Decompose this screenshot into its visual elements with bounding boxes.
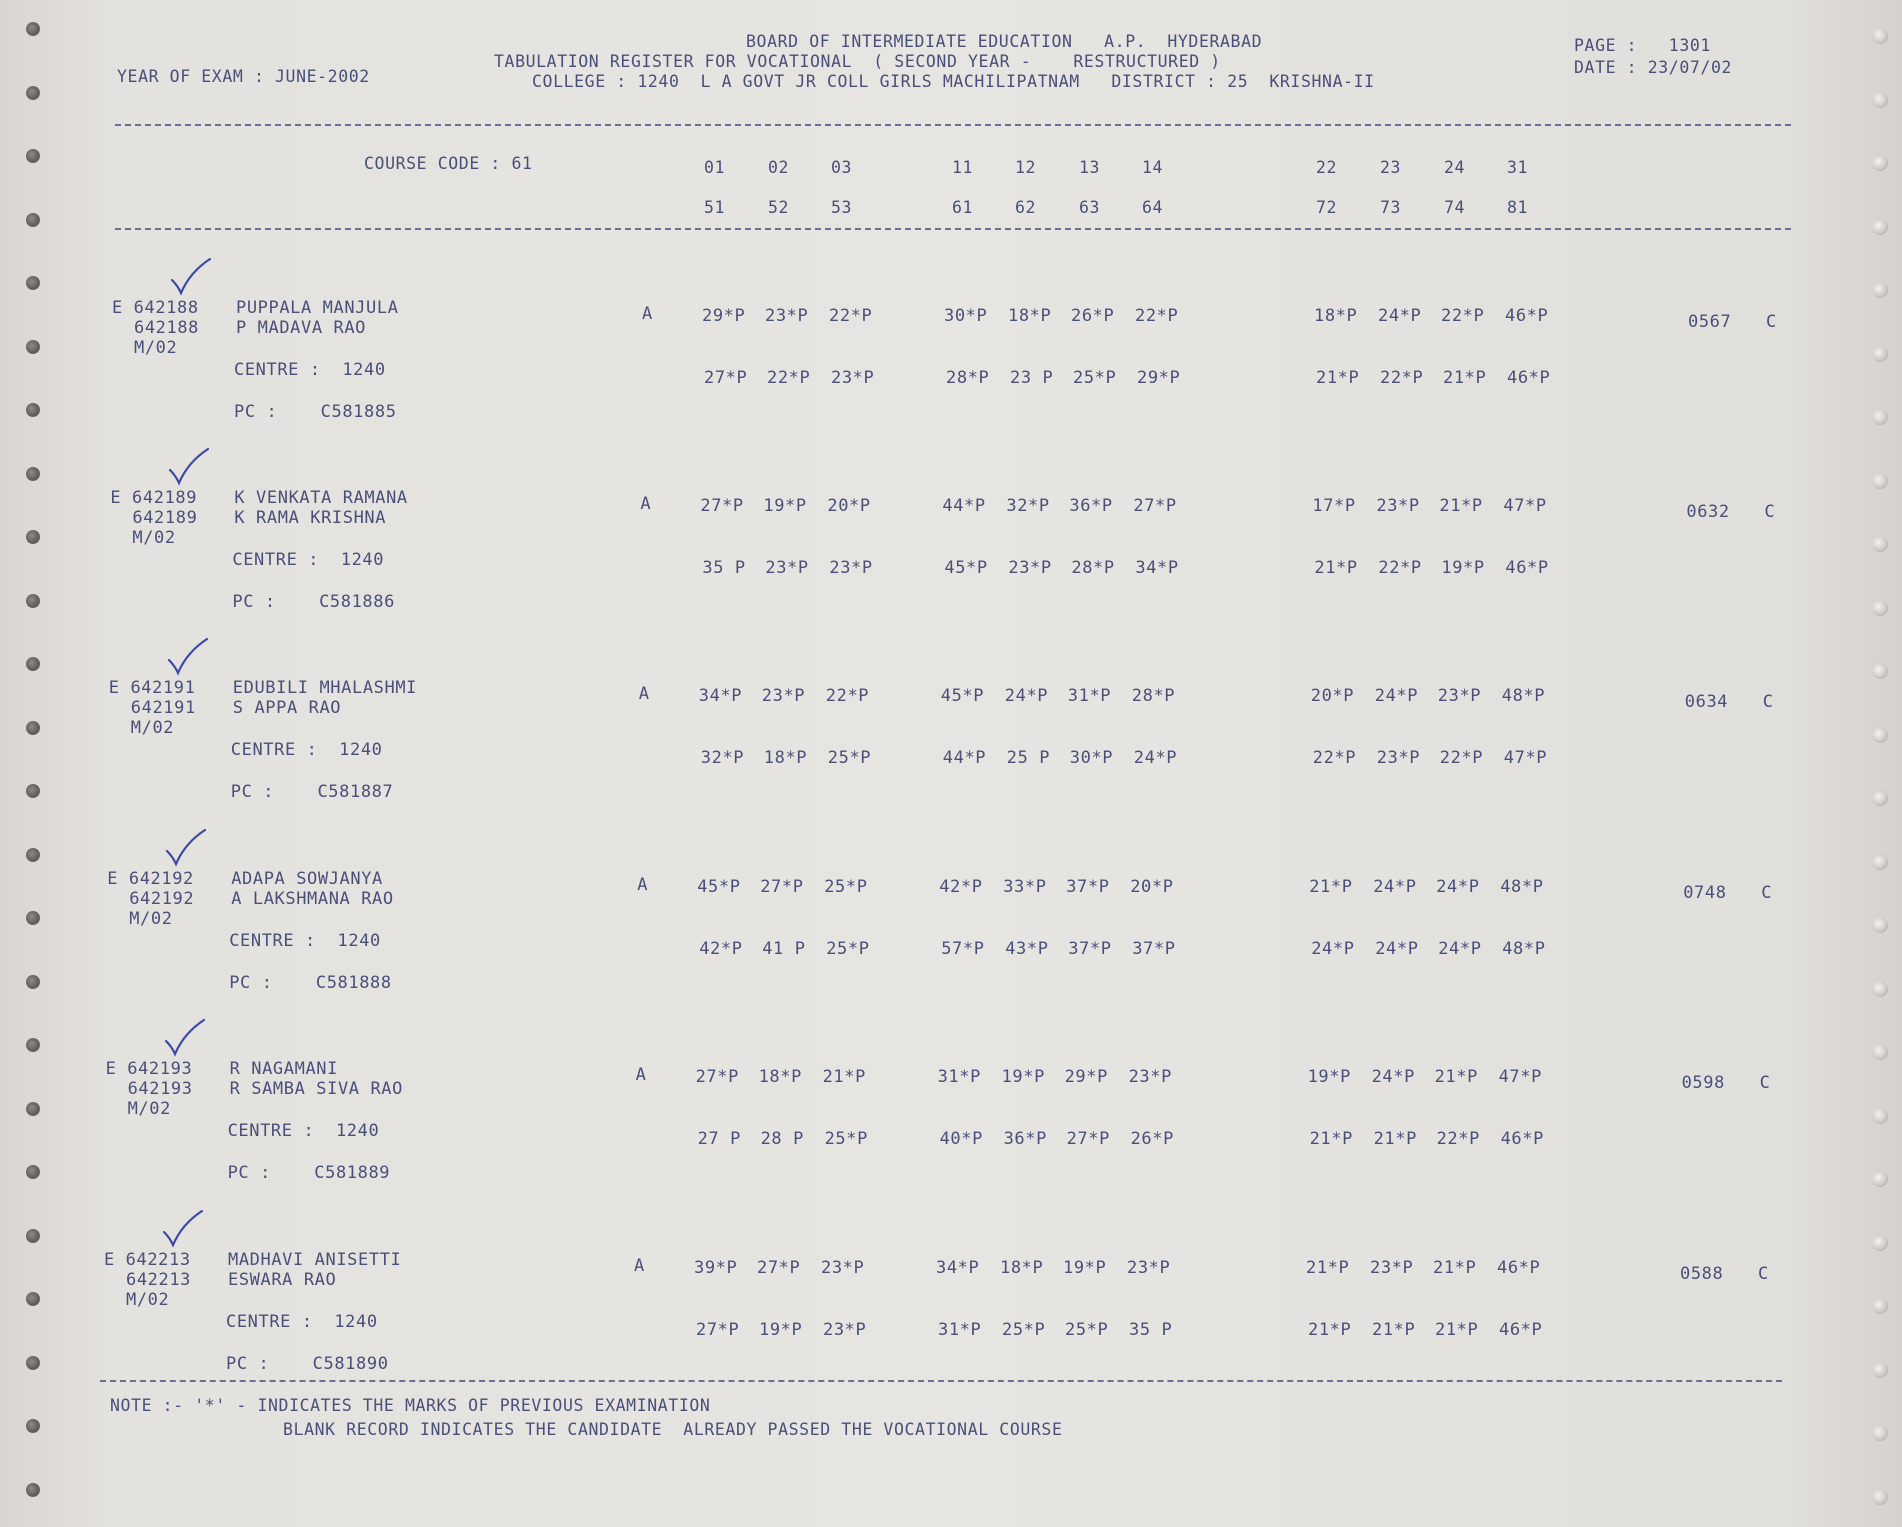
subject-mark: 29*P <box>1064 1067 1108 1087</box>
handwritten-check-icon <box>165 636 209 676</box>
subject-mark: 25 P <box>1006 748 1051 768</box>
page-number: PAGE : 1301 <box>1574 36 1711 55</box>
subject-mark: 46*P <box>1497 1258 1541 1278</box>
handwritten-check-icon <box>162 1017 206 1057</box>
subject-mark: 22*P <box>825 686 870 706</box>
subject-mark: 24*P <box>1378 306 1422 326</box>
registration-number-repeat: 642189 <box>132 508 198 528</box>
centre-code: CENTRE : 1240 <box>234 360 386 380</box>
father-name: P MADAVA RAO <box>236 318 367 338</box>
handwritten-check-icon <box>160 1208 204 1248</box>
subject-mark: 21*P <box>1373 1129 1417 1149</box>
column-code: 72 <box>1316 198 1338 217</box>
pc-number: PC : C581886 <box>232 592 395 612</box>
centre-code: CENTRE : 1240 <box>227 1121 380 1141</box>
subject-mark: 23 P <box>1010 368 1054 388</box>
handwritten-check-icon <box>166 446 210 486</box>
subject-mark: 32*P <box>1006 496 1050 516</box>
subject-mark: 57*P <box>941 939 985 959</box>
subject-mark: 25*P <box>826 939 870 959</box>
subject-mark: 37*P <box>1068 939 1112 959</box>
subject-mark: 25*P <box>827 748 872 768</box>
subject-mark: 23*P <box>829 558 873 578</box>
result-code: C <box>1758 1264 1769 1284</box>
subject-mark: 23*P <box>1008 558 1052 578</box>
subject-mark: 22*P <box>829 306 873 326</box>
column-code: 53 <box>831 198 853 217</box>
total-marks: 0567 <box>1688 312 1732 332</box>
subject-mark: 19*P <box>1307 1067 1351 1087</box>
subject-mark: 34*P <box>936 1258 980 1278</box>
column-code: 01 <box>704 158 726 177</box>
registration-number: E 642192 <box>107 869 194 889</box>
subject-mark: 46*P <box>1499 1320 1543 1340</box>
group-code: A <box>638 684 650 704</box>
registration-number: E 642213 <box>104 1250 191 1270</box>
exam-month: M/02 <box>134 338 178 358</box>
subject-mark: 19*P <box>759 1320 803 1340</box>
subject-mark: 31*P <box>937 1067 981 1087</box>
result-code: C <box>1764 502 1776 522</box>
subject-mark: 27*P <box>757 1258 801 1278</box>
group-code: A <box>642 304 653 324</box>
subject-mark: 46*P <box>1500 1129 1544 1149</box>
centre-code: CENTRE : 1240 <box>232 550 385 570</box>
subject-mark: 24*P <box>1004 686 1049 706</box>
candidate-name: K VENKATA RAMANA <box>234 488 408 508</box>
subject-mark: 24*P <box>1133 748 1178 768</box>
father-name: A LAKSHMANA RAO <box>231 889 394 909</box>
subject-mark: 20*P <box>1310 686 1355 706</box>
column-code: 51 <box>704 198 726 217</box>
subject-mark: 23*P <box>1376 748 1421 768</box>
subject-mark: 24*P <box>1436 877 1480 897</box>
column-code: 24 <box>1444 158 1466 177</box>
subject-mark: 47*P <box>1503 496 1547 516</box>
centre-code: CENTRE : 1240 <box>229 931 381 951</box>
subject-mark: 45*P <box>697 877 741 897</box>
column-code: 61 <box>952 198 974 217</box>
subject-mark: 28*P <box>1131 686 1176 706</box>
subject-mark: 19*P <box>1441 558 1485 578</box>
subject-mark: 40*P <box>939 1129 983 1149</box>
subject-mark: 34*P <box>698 686 743 706</box>
subject-mark: 31*P <box>938 1320 982 1340</box>
subject-mark: 32*P <box>700 748 745 768</box>
column-code: 62 <box>1015 198 1037 217</box>
group-code: A <box>640 494 652 514</box>
subject-mark: 27*P <box>1066 1129 1110 1149</box>
column-code: 73 <box>1380 198 1402 217</box>
subject-mark: 22*P <box>1441 306 1485 326</box>
subject-mark: 45*P <box>944 558 988 578</box>
board-title: BOARD OF INTERMEDIATE EDUCATION A.P. HYDERABAD <box>746 32 1263 51</box>
total-marks: 0634 <box>1684 692 1729 712</box>
tractor-hole <box>1872 155 1888 171</box>
subject-mark: 22*P <box>1135 306 1179 326</box>
father-name: ESWARA RAO <box>228 1270 337 1290</box>
subject-mark: 46*P <box>1505 558 1549 578</box>
handwritten-check-icon <box>168 256 212 296</box>
subject-mark: 21*P <box>1309 1129 1353 1149</box>
group-code: A <box>634 1256 645 1276</box>
subject-mark: 23*P <box>823 1320 867 1340</box>
column-code: 02 <box>768 158 790 177</box>
print-date: DATE : 23/07/02 <box>1574 58 1733 77</box>
tractor-hole <box>1872 28 1888 44</box>
tractor-hole <box>26 149 40 163</box>
column-code: 12 <box>1015 158 1037 177</box>
subject-mark: 43*P <box>1005 939 1049 959</box>
exam-month: M/02 <box>130 718 175 738</box>
exam-month: M/02 <box>129 909 173 929</box>
subject-mark: 23*P <box>1370 1258 1414 1278</box>
subject-mark: 28 P <box>760 1129 804 1149</box>
registration-number: E 642193 <box>105 1059 193 1079</box>
subject-mark: 30*P <box>1069 748 1114 768</box>
subject-mark: 36*P <box>1003 1129 1047 1149</box>
subject-mark: 45*P <box>940 686 985 706</box>
subject-mark: 27*P <box>695 1067 739 1087</box>
subject-mark: 24*P <box>1438 939 1482 959</box>
candidate-record <box>0 256 1902 446</box>
subject-mark: 23*P <box>1437 686 1482 706</box>
father-name: K RAMA KRISHNA <box>234 508 387 528</box>
tractor-hole <box>1872 1425 1888 1441</box>
subject-mark: 26*P <box>1071 306 1115 326</box>
subject-mark: 41 P <box>762 939 806 959</box>
subject-mark: 25*P <box>1002 1320 1046 1340</box>
subject-mark: 21*P <box>822 1067 866 1087</box>
footer-rule <box>100 1380 1782 1382</box>
subject-mark: 26*P <box>1130 1129 1174 1149</box>
group-code: A <box>637 875 649 895</box>
subject-mark: 18*P <box>1314 306 1358 326</box>
group-code: A <box>635 1065 647 1085</box>
subject-mark: 44*P <box>942 748 987 768</box>
subject-mark: 23*P <box>821 1258 865 1278</box>
subject-mark: 44*P <box>942 496 986 516</box>
subject-mark: 46*P <box>1505 306 1549 326</box>
registration-number: E 642191 <box>108 678 196 698</box>
subject-mark: 22*P <box>1380 368 1424 388</box>
subject-mark: 24*P <box>1375 939 1419 959</box>
subject-mark: 46*P <box>1507 368 1551 388</box>
total-marks: 0598 <box>1681 1073 1725 1093</box>
exam-month: M/02 <box>126 1290 170 1310</box>
subject-mark: 23*P <box>831 368 875 388</box>
subject-mark: 34*P <box>1135 558 1179 578</box>
subject-mark: 39*P <box>694 1258 738 1278</box>
tractor-hole <box>26 1483 40 1497</box>
subject-mark: 48*P <box>1501 686 1546 706</box>
subject-mark: 36*P <box>1069 496 1113 516</box>
subject-mark: 25*P <box>824 877 868 897</box>
subject-mark: 47*P <box>1503 748 1548 768</box>
college-line: COLLEGE : 1240 L A GOVT JR COLL GIRLS MACHILIPATNAM DISTRICT : 25 KRISHNA-II <box>532 72 1375 91</box>
registration-number-repeat: 642193 <box>127 1079 193 1099</box>
subject-mark: 21*P <box>1314 558 1358 578</box>
subject-mark: 35 P <box>1129 1320 1173 1340</box>
subject-mark: 23*P <box>765 306 809 326</box>
subject-mark: 19*P <box>1001 1067 1045 1087</box>
subject-mark: 33*P <box>1003 877 1047 897</box>
candidate-name: MADHAVI ANISETTI <box>228 1250 402 1270</box>
subject-mark: 22*P <box>1439 748 1484 768</box>
subject-mark: 27*P <box>760 877 804 897</box>
candidate-record <box>0 827 1902 1017</box>
subject-mark: 42*P <box>939 877 983 897</box>
subject-mark: 27 P <box>697 1129 741 1149</box>
registration-number-repeat: 642213 <box>126 1270 192 1290</box>
subject-mark: 22*P <box>1436 1129 1480 1149</box>
subject-mark: 21*P <box>1435 1320 1479 1340</box>
column-code: 23 <box>1380 158 1402 177</box>
subject-mark: 21*P <box>1434 1067 1478 1087</box>
exam-month: M/02 <box>132 528 176 548</box>
candidate-record <box>0 1208 1902 1398</box>
subject-mark: 28*P <box>1071 558 1115 578</box>
subject-mark: 25*P <box>1073 368 1117 388</box>
column-code: 81 <box>1507 198 1529 217</box>
tractor-hole <box>26 213 40 227</box>
pc-number: PC : C581888 <box>229 973 392 993</box>
tractor-hole <box>1872 92 1888 108</box>
subject-mark: 29*P <box>1137 368 1181 388</box>
subject-mark: 22*P <box>1378 558 1422 578</box>
registration-number-repeat: 642192 <box>129 889 195 909</box>
candidate-record <box>0 1017 1902 1207</box>
subject-mark: 23*P <box>1128 1067 1172 1087</box>
subject-mark: 21*P <box>1316 368 1360 388</box>
subject-mark: 18*P <box>1000 1258 1044 1278</box>
subject-mark: 28*P <box>946 368 990 388</box>
column-code: 11 <box>952 158 974 177</box>
subject-mark: 37*P <box>1132 939 1176 959</box>
subject-mark: 25*P <box>1065 1320 1109 1340</box>
father-name: S APPA RAO <box>232 698 342 718</box>
column-code: 03 <box>831 158 853 177</box>
registration-number-repeat: 642188 <box>134 318 200 338</box>
column-code: 22 <box>1316 158 1338 177</box>
column-code: 74 <box>1444 198 1466 217</box>
candidate-record <box>0 636 1902 826</box>
subject-mark: 48*P <box>1502 939 1546 959</box>
column-code: 14 <box>1142 158 1164 177</box>
subject-mark: 27*P <box>1133 496 1177 516</box>
subject-mark: 31*P <box>1067 686 1112 706</box>
header-rule-bottom <box>115 228 1791 230</box>
note-line-1: NOTE :- '*' - INDICATES THE MARKS OF PREVIOUS EXAMINATION <box>110 1396 711 1415</box>
column-code: 31 <box>1507 158 1529 177</box>
result-code: C <box>1766 312 1777 332</box>
subject-mark: 23*P <box>761 686 806 706</box>
subject-mark: 48*P <box>1500 877 1544 897</box>
subject-mark: 23*P <box>765 558 809 578</box>
pc-number: PC : C581889 <box>227 1163 391 1183</box>
subject-mark: 20*P <box>1130 877 1174 897</box>
candidate-record <box>0 446 1902 636</box>
subject-mark: 17*P <box>1312 496 1356 516</box>
registration-number: E 642189 <box>110 488 198 508</box>
pc-number: PC : C581887 <box>230 782 394 802</box>
column-code: 13 <box>1079 158 1101 177</box>
header-rule-top <box>115 124 1791 126</box>
total-marks: 0588 <box>1680 1264 1724 1284</box>
subject-mark: 24*P <box>1311 939 1355 959</box>
tractor-hole <box>1872 219 1888 235</box>
subject-mark: 22*P <box>1312 748 1357 768</box>
course-code: COURSE CODE : 61 <box>364 154 533 173</box>
subject-mark: 19*P <box>763 496 807 516</box>
subject-mark: 35 P <box>702 558 746 578</box>
note-line-2: BLANK RECORD INDICATES THE CANDIDATE ALREADY PASSED THE VOCATIONAL COURSE <box>283 1420 1063 1439</box>
year-of-exam: YEAR OF EXAM : JUNE-2002 <box>117 67 370 86</box>
column-code: 63 <box>1079 198 1101 217</box>
tractor-hole <box>26 1419 40 1433</box>
handwritten-check-icon <box>163 827 207 867</box>
subject-mark: 29*P <box>702 306 746 326</box>
subject-mark: 21*P <box>1308 1320 1352 1340</box>
subject-mark: 24*P <box>1374 686 1419 706</box>
subject-mark: 18*P <box>763 748 808 768</box>
subject-mark: 24*P <box>1373 877 1417 897</box>
pc-number: PC : C581890 <box>226 1354 389 1374</box>
father-name: R SAMBA SIVA RAO <box>229 1079 403 1099</box>
subject-mark: 25*P <box>824 1129 868 1149</box>
subject-mark: 21*P <box>1433 1258 1477 1278</box>
column-code: 64 <box>1142 198 1164 217</box>
subject-mark: 27*P <box>700 496 744 516</box>
subject-mark: 37*P <box>1066 877 1110 897</box>
subject-mark: 27*P <box>696 1320 740 1340</box>
total-marks: 0748 <box>1683 883 1727 903</box>
subject-mark: 21*P <box>1443 368 1487 388</box>
subject-mark: 18*P <box>758 1067 802 1087</box>
result-code: C <box>1761 883 1773 903</box>
register-title: TABULATION REGISTER FOR VOCATIONAL ( SECOND YEAR - RESTRUCTURED ) <box>494 52 1221 71</box>
subject-mark: 21*P <box>1306 1258 1350 1278</box>
candidate-name: R NAGAMANI <box>229 1059 338 1079</box>
tractor-hole <box>1872 1489 1888 1505</box>
subject-mark: 27*P <box>704 368 748 388</box>
registration-number-repeat: 642191 <box>130 698 196 718</box>
candidate-name: ADAPA SOWJANYA <box>231 869 383 889</box>
registration-number: E 642188 <box>112 298 199 318</box>
column-code: 52 <box>768 198 790 217</box>
subject-mark: 30*P <box>944 306 988 326</box>
subject-mark: 20*P <box>827 496 871 516</box>
subject-mark: 23*P <box>1127 1258 1171 1278</box>
subject-mark: 19*P <box>1063 1258 1107 1278</box>
result-code: C <box>1759 1073 1771 1093</box>
subject-mark: 47*P <box>1498 1067 1542 1087</box>
result-code: C <box>1762 692 1774 712</box>
total-marks: 0632 <box>1686 502 1730 522</box>
pc-number: PC : C581885 <box>234 402 397 422</box>
subject-mark: 24*P <box>1371 1067 1415 1087</box>
subject-mark: 21*P <box>1439 496 1483 516</box>
subject-mark: 23*P <box>1376 496 1420 516</box>
centre-code: CENTRE : 1240 <box>230 740 383 760</box>
subject-mark: 21*P <box>1309 877 1353 897</box>
subject-mark: 22*P <box>767 368 811 388</box>
tractor-hole <box>26 22 40 36</box>
candidate-name: PUPPALA MANJULA <box>236 298 399 318</box>
subject-mark: 42*P <box>699 939 743 959</box>
subject-mark: 21*P <box>1372 1320 1416 1340</box>
tractor-hole <box>26 86 40 100</box>
subject-mark: 18*P <box>1008 306 1052 326</box>
centre-code: CENTRE : 1240 <box>226 1312 378 1332</box>
candidate-name: EDUBILI MHALASHMI <box>232 678 417 698</box>
exam-month: M/02 <box>127 1099 171 1119</box>
